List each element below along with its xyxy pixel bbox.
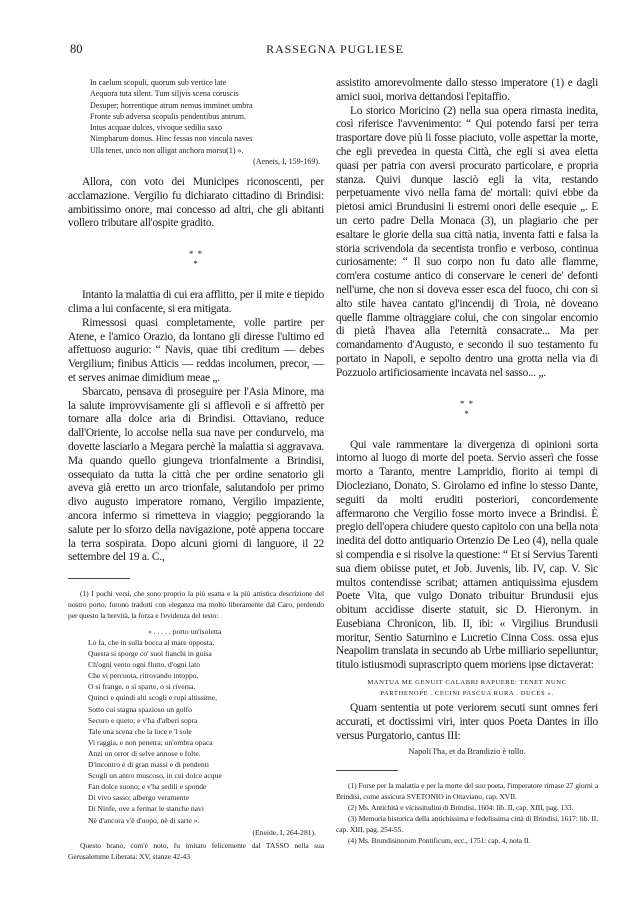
asterism-top: * *: [188, 249, 204, 260]
section-separator: [68, 249, 324, 269]
verse-line: Scogli un antro muscoso, in cui dolce acque: [88, 771, 222, 781]
page-header: [70, 42, 600, 56]
epitaph: [336, 678, 598, 699]
footnote: Questo brano, com'è noto, fu imitato felicemente dal TASSO nella sua Gerusalemme Liberata: XV, stanze 42-43: [68, 840, 324, 861]
latin-verse-block: [68, 77, 324, 156]
verse-line: In caelum scopuli, quorum sub vertice late: [90, 78, 227, 87]
italian-verse-block: [68, 626, 324, 826]
section-separator: [336, 399, 598, 419]
epitaph-line: PARTHENOPE . CECINI PASCUA RURA . DUCES ».: [380, 689, 554, 697]
footnote: (1) I pochi versi, che sono proprio la più esatta e la più artistica descrizione del nostro porto, furono tradotti con eleganza ma molto liberamente dal Caro, perdendo per questo la brevità, la forza e l'evidenza del testo:: [68, 589, 324, 621]
paragraph: Rimessosi quasi completamente, volle partire per Atene, e l'amico Orazio, da lontano gli diresse l'ultimo ed affettuoso augurio: “ Navis, quae tibi creditum — debes Vergilium; finibus Atticis — reddas incolumen, precor, — et serves animae dimidium meae „.: [68, 316, 324, 385]
paragraph: Lo storico Moricino (2) nella sua opera rimasta inedita, così riferisce l'avvenimento: “ Qui potendo farsi per terra trasportare dove più li fosse piaciuto, volle aspettar la morte, che egli prevedea in questa Città, che egli si avea eletta quasi per patria con aversi procurato particolare, e propria stanza. Quivi dunque lasciò egli la vita, restando perpetuamente vivo nella fama de' mortali: quivi ebbe da pietosi amici Brundusini li estremi onori delle esequie „. E un certo padre Della Monaca (3), un plagiario che per esaltare le glorie della sua città natia, inventa fatti e falsa la storia scrivendola da secentista tronfio e verboso, continua curiosamente: “ Il suo corpo non fu dato alle flamme, com'era costume antico di conservare le ceneri de' defonti nell'urne, che non si doveva esser esca del fuoco, chi con sì alto stile havea cantato gl'incendij di Troia, nè doveano quelle flamme oltraggiare colui, che con singolar encomio di pietà l'havea alla l'eternità consacrate... Ma per comandamento d'Augusto, e secondo il suo testamento fu portato in Napoli, e sepolto dentro una grotta nella via di Pozzuolo artificiosamente incavata nel sasso... „.: [336, 104, 598, 379]
verse-line: Nimpharum domus. Hinc fessas non vincula naves: [90, 134, 253, 144]
asterism-top: * *: [459, 398, 475, 409]
epitaph-line: MANTUA ME GENUIT CALABRI RAPUERE: TENET NUNC: [367, 679, 567, 687]
footnote: (1) Forse per la malattia e per la morte del suo poeta, l'imperatore rimase 27 giorni a Brindisi, come assicura SVETONIO in Ottaviano, cap. XVII.: [336, 781, 598, 802]
dante-quote: Napoli l'ha, et da Brandizio è tollo.: [408, 747, 526, 757]
verse-line: Sotto cui stagna spazioso un golfo: [88, 704, 192, 714]
paragraph: assistito amorevolmente dallo stesso imperatore (1) e dagli amici suoi, moriva dettandosi l'epitaffio.: [336, 77, 598, 103]
verse-line: O si frange, o si sparte, o si riversa.: [88, 682, 196, 692]
footnote-rule: [68, 578, 130, 579]
verse-line: D'incontro è di gran massi e di pendenti: [88, 760, 209, 770]
verse-line: Intus acquae dulces, vivoque sedilia saxo: [90, 123, 222, 133]
verse-line: Quinci e quindi alti scogli e rupi altissime,: [88, 693, 218, 703]
verse-line: Fronte sub adversa scopulis pendentibus antrum.: [90, 111, 246, 121]
verse-line: Anzi un orror di selve annose e folte.: [88, 748, 201, 758]
left-column: [68, 77, 324, 862]
running-title: RASSEGNA PUGLIESE: [266, 42, 404, 56]
verse-line: Desuper; horrentique atrum nemus imminet umbra: [90, 100, 253, 110]
verse-line: Di vivo sasso; albergo veramente: [88, 793, 190, 803]
verse-line: Securo e queto; e v'ha d'alberi sopra: [88, 715, 198, 725]
asterism-bottom: *: [464, 408, 470, 419]
footnote-rule: [336, 770, 398, 771]
verse-source: (Eneide, I, 264-281).: [252, 827, 316, 837]
paragraph: Sbarcato, pensava di proseguire per l'Asia Minore, ma la salute improvvisamente gli si afflevolì e si affrettò per tornare alla dolce aria di Brindisi. Ottaviano, reduce dall'Oriente, lo accolse nella sua nave per condurvelo, ma dovette lasciarlo a Megara perchè la malattia si aggravava. Ma quando quello giungeva trionfalmente a Brindisi, ossequiato da tutta la città che per ordine senatorio gli aveva già eretto un arco trionfale, salutandolo per primo divo augusto imperatore romano, Vergilio impaziente, ancora infermo si rimetteva in viaggio; peggiorando la salute per lo sforzo della navigazione, potè appena toccare la terra sospirata. Dopo alcuni giorni di languore, il 22 settembre del 19 a. C.,: [68, 385, 324, 564]
verse-line: Di Ninfe, ove a fermar le stanche navi: [88, 804, 204, 814]
verse-line: Tale una scena che la luce e 'l sole: [88, 726, 192, 736]
paragraph: Quam sententia ut pote veriorem secuti sunt omnes feri accurati, et doctissimi viri, inter quos Poeta Dantes in illo versus Purgatorio, cantus III:: [336, 702, 598, 742]
verse-line: Vi raggia, e non penetra; un'ombra opaca: [88, 737, 213, 747]
verse-line: Questa si sporge co' suoi fianchi in guisa: [88, 649, 212, 659]
verse-source: (Aeneis, I, 159-169).: [253, 157, 320, 167]
verse-line: Ulla tenet, unco non alligat anchora morsu(1) ».: [90, 145, 244, 155]
asterism-bottom: *: [193, 259, 199, 270]
verse-line: « . . . . . porto un'isoletta: [148, 626, 222, 636]
footnote: (4) Ms. Brundisinorum Pontificum, ecc., 1751: cap. 4, nota II.: [348, 836, 531, 845]
verse-line: Nè d'ancora v'è d'uopo, nè di sarte ».: [88, 815, 200, 825]
paragraph: Intanto la malattia di cui era afflitto, per il mite e tiepido clima a lui confacente, si era mitigata.: [68, 289, 324, 316]
verse-line: Lo fa, che in sulla bocca al mare opposta,: [88, 638, 215, 648]
footnote: (3) Memoria historica della antichissima e fedelissima città di Brindisi, 1617: lib. II, cap. XIII, pag. 254-55.: [336, 814, 598, 835]
verse-line: Fan dolce suono; e v'ha sedili e sponde: [88, 782, 207, 792]
page-number: 80: [70, 42, 83, 56]
footnote: (2) Ms. Antichità e vicissitudini di Brindisi, 1604: lib. II, cap. XIII, pag. 133.: [348, 803, 574, 813]
paragraph: Allora, con voto dei Municipes riconoscenti, per acclamazione. Vergilio fu dichiarato cittadino di Brindisi: ambitissimo onore, mai concesso ad altri, che gli abitanti vollero tributare all'ospite gradito.: [68, 176, 324, 230]
verse-line: Aequora tuta silent. Tum siljvis scena coruscis: [90, 89, 239, 99]
paragraph: Qui vale rammentare la divergenza di opinioni sorta intorno al luogo di morte del poeta. Servio asserì che fosse morto a Taranto, mentre Lampridio, fiorito ai tempi di Diocleziano, Donato, S. Girolamo ed infine lo stesso Dante, seguiti da molti eruditi posteriori, concordemente affermarono che Vergilio fosse morto invece a Brindisi. È pregio dell'opera chiudere questo capitolo con una bella nota inedita del dotto antiquario Ortenzio De Leo (4), nella quale si compendia e si risolve la questione: “ Et si Servius Tarenti sua diem obiisse putet, et Job. Juvenis, lib. IV, cap. V. Sic multos contendisse scribat; attamen antiquissima ejusdem Poete Vita, que vulgo Donato tribuitur Brundusii ejus obitum accidisse diserte statuit, sic D. Hieronym. in Eusebiana Chronicon, lib. II, ibi: « Virgilius Brundusii moritur, Sentio Saturnino e Lucretio Cinna Coss. ossa ejus Neapolim translata in secundo ab Urbe milliario sepeliuntur, titulo istiusmodi suprascripto quem moriens ipse dictaverat:: [336, 438, 598, 672]
verse-line: Ch'ogni vento ogni flutto, d'ogni lato: [88, 660, 200, 670]
verse-line: Che vi percuota, ritrovando intoppo,: [88, 671, 199, 681]
right-column: [336, 77, 598, 847]
